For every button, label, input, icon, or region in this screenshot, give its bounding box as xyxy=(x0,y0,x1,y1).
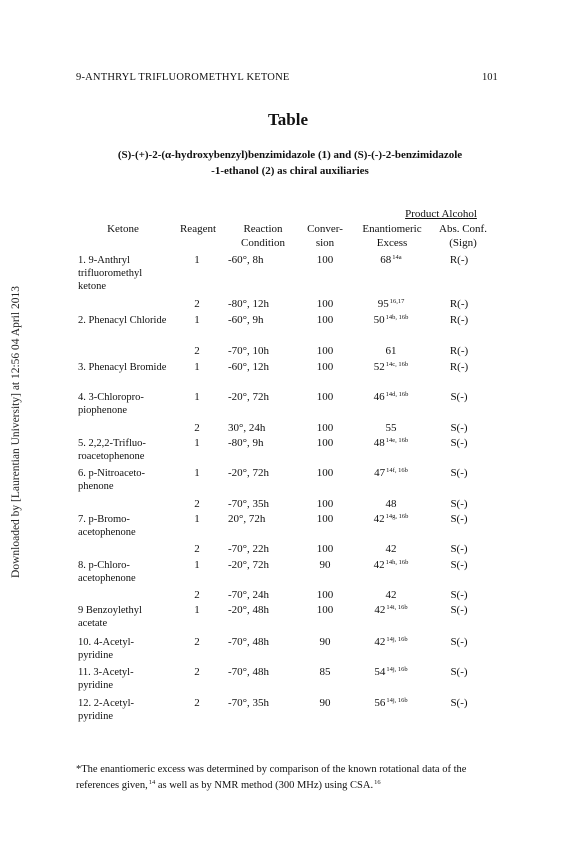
col-header-enantiomeric: Enantiomeric xyxy=(362,223,422,235)
ee-value: 56 xyxy=(374,697,386,709)
footnote-ref-1: 14 xyxy=(148,779,156,786)
cell-conversion: 100 xyxy=(316,467,334,479)
cell-conversion: 100 xyxy=(316,604,334,616)
cell-conversion: 90 xyxy=(319,559,331,571)
cell-enantiomeric-excess xyxy=(360,467,422,480)
cell-conversion: 100 xyxy=(316,298,334,310)
cell-condition: -60°, 12h xyxy=(228,361,270,373)
col-header-ketone: Ketone xyxy=(107,223,139,235)
ee-value: 68 xyxy=(380,254,392,266)
cell-enantiomeric-excess xyxy=(360,589,422,602)
caption-line-2: -1-ethanol (2) as chiral auxiliaries xyxy=(211,165,369,177)
cell-condition: -60°, 8h xyxy=(228,254,264,266)
cell-enantiomeric-excess xyxy=(360,697,422,710)
cell-abs-configuration: S(-) xyxy=(450,697,468,709)
cell-ketone: 8. p-Chloro-acetophenone xyxy=(78,560,136,584)
page-number: 101 xyxy=(482,72,498,83)
cell-ketone: 4. 3-Chloropro-piophenone xyxy=(78,392,144,416)
col-header-reaction: Reaction xyxy=(243,223,283,235)
cell-ketone: 9 Benzoylethyl acetate xyxy=(78,605,142,629)
cell-reagent: 1 xyxy=(194,604,200,616)
ee-value: 61 xyxy=(385,345,397,357)
col-header-sign: (Sign) xyxy=(449,237,477,249)
ee-value: 42 xyxy=(373,513,385,525)
cell-enantiomeric-excess xyxy=(360,391,422,404)
caption-line-1: (S)-(+)-2-(α-hydroxybenzyl)benzimidazole (1) and (S)-(-)-2-benzimidazole xyxy=(117,149,463,161)
col-header-condition: Condition xyxy=(240,237,285,249)
col-header-sion: sion xyxy=(315,237,335,249)
cell-conversion: 100 xyxy=(316,543,334,555)
cell-ketone: 10. 4-Acetyl-pyridine xyxy=(78,637,134,661)
cell-abs-configuration: S(-) xyxy=(450,636,468,648)
cell-abs-configuration: S(-) xyxy=(450,513,468,525)
cell-ketone: 1. 9-Anthryl trifluoromethyl ketone xyxy=(78,255,143,292)
cell-enantiomeric-excess xyxy=(360,437,422,450)
ee-reference: 14e, 16b xyxy=(385,437,409,444)
cell-enantiomeric-excess xyxy=(360,314,422,327)
cell-abs-configuration: S(-) xyxy=(450,589,468,601)
cell-enantiomeric-excess xyxy=(360,298,422,311)
cell-conversion: 100 xyxy=(316,589,334,601)
ee-value: 50 xyxy=(373,314,385,326)
footnote-ref-2: 16 xyxy=(374,779,381,786)
ee-value: 42 xyxy=(374,636,386,648)
cell-enantiomeric-excess xyxy=(360,498,422,511)
cell-abs-configuration: S(-) xyxy=(450,666,468,678)
ee-value: 46 xyxy=(373,391,385,403)
cell-condition: -80°, 9h xyxy=(228,437,264,449)
cell-ketone: 11. 3-Acetyl-pyridine xyxy=(78,667,134,691)
ee-value: 52 xyxy=(373,361,385,373)
cell-ketone: 6. p-Nitroaceto-phenone xyxy=(78,468,146,492)
ee-reference: 14i, 16b xyxy=(386,604,408,611)
cell-enantiomeric-excess xyxy=(360,636,422,649)
ee-reference: 14j, 16b xyxy=(386,666,408,673)
footnote-text-1: *The enantiomeric excess was determined by comparison of the known rotational data of the references given, xyxy=(76,764,467,791)
cell-reagent: 1 xyxy=(194,314,200,326)
product-alcohol-header: Product Alcohol xyxy=(405,208,477,220)
running-head: 9-ANTHRYL TRIFLUOROMETHYL KETONE xyxy=(76,72,290,83)
cell-abs-configuration: R(-) xyxy=(449,254,469,266)
cell-reagent: 1 xyxy=(194,361,200,373)
ee-reference: 14j, 16b xyxy=(386,697,408,704)
cell-condition: -70°, 48h xyxy=(228,666,270,678)
cell-enantiomeric-excess xyxy=(360,345,422,358)
cell-abs-configuration: R(-) xyxy=(449,314,469,326)
cell-conversion: 100 xyxy=(316,437,334,449)
cell-conversion: 100 xyxy=(316,345,334,357)
cell-conversion: 90 xyxy=(319,636,331,648)
cell-condition: -70°, 35h xyxy=(228,697,270,709)
cell-conversion: 100 xyxy=(316,513,334,525)
table-title: Table xyxy=(267,110,308,129)
col-header-reagent: Reagent xyxy=(179,223,217,235)
cell-condition: -70°, 48h xyxy=(228,636,270,648)
cell-reagent: 1 xyxy=(194,437,200,449)
col-header-abs-conf: Abs. Conf. xyxy=(439,223,487,235)
cell-condition: -20°, 72h xyxy=(228,559,270,571)
ee-value: 54 xyxy=(374,666,386,678)
cell-condition: -70°, 10h xyxy=(228,345,270,357)
cell-abs-configuration: S(-) xyxy=(450,422,468,434)
cell-reagent: 2 xyxy=(194,589,200,601)
cell-abs-configuration: S(-) xyxy=(450,543,468,555)
cell-conversion: 100 xyxy=(316,254,334,266)
ee-value: 55 xyxy=(385,422,397,434)
cell-enantiomeric-excess xyxy=(360,254,422,267)
cell-condition: 30°, 24h xyxy=(228,422,266,434)
cell-condition: 20°, 72h xyxy=(228,513,266,525)
cell-reagent: 2 xyxy=(194,636,200,648)
cell-abs-configuration: S(-) xyxy=(450,604,468,616)
cell-conversion: 100 xyxy=(316,498,334,510)
ee-value: 95 xyxy=(377,298,389,310)
footnote xyxy=(76,762,506,794)
cell-enantiomeric-excess xyxy=(360,422,422,435)
ee-reference: 16,17 xyxy=(389,298,405,305)
ee-reference: 14h, 16b xyxy=(385,559,409,566)
cell-enantiomeric-excess xyxy=(360,666,422,679)
cell-abs-configuration: S(-) xyxy=(450,467,468,479)
ee-value: 42 xyxy=(373,559,385,571)
cell-reagent: 2 xyxy=(194,697,200,709)
cell-condition: -70°, 22h xyxy=(228,543,270,555)
ee-value: 47 xyxy=(374,467,386,479)
cell-reagent: 1 xyxy=(194,513,200,525)
cell-reagent: 1 xyxy=(194,559,200,571)
cell-conversion: 100 xyxy=(316,314,334,326)
download-watermark: Downloaded by [Laurentian University] at 12:56 04 April 2013 xyxy=(10,286,22,578)
ee-reference: 14c, 16b xyxy=(385,361,409,368)
cell-enantiomeric-excess xyxy=(360,543,422,556)
ee-value: 48 xyxy=(385,498,397,510)
cell-ketone: 2. Phenacyl Chloride xyxy=(78,315,167,326)
ee-reference: 14f, 16b xyxy=(386,467,408,474)
table-caption xyxy=(60,147,520,179)
ee-reference: 14j, 16b xyxy=(386,636,408,643)
cell-abs-configuration: R(-) xyxy=(449,298,469,310)
cell-ketone: 7. p-Bromo-acetophenone xyxy=(78,514,136,538)
col-header-excess: Excess xyxy=(376,237,408,249)
cell-condition: -80°, 12h xyxy=(228,298,270,310)
ee-value: 42 xyxy=(385,543,397,555)
cell-ketone: 5. 2,2,2-Trifluo-roacetophenone xyxy=(78,438,146,462)
cell-conversion: 85 xyxy=(319,666,331,678)
cell-reagent: 2 xyxy=(194,498,200,510)
cell-abs-configuration: S(-) xyxy=(450,391,468,403)
cell-abs-configuration: R(-) xyxy=(449,361,469,373)
cell-reagent: 2 xyxy=(194,298,200,310)
footnote-text-2: as well as by NMR method (300 MHz) using CSA. xyxy=(155,780,374,791)
cell-condition: -70°, 35h xyxy=(228,498,270,510)
cell-reagent: 2 xyxy=(194,422,200,434)
cell-enantiomeric-excess xyxy=(360,513,422,526)
cell-condition: -20°, 72h xyxy=(228,391,270,403)
cell-condition: -70°, 24h xyxy=(228,589,270,601)
cell-condition: -20°, 48h xyxy=(228,604,270,616)
cell-enantiomeric-excess xyxy=(360,361,422,374)
cell-reagent: 1 xyxy=(194,391,200,403)
cell-conversion: 100 xyxy=(316,391,334,403)
ee-value: 48 xyxy=(373,437,385,449)
cell-conversion: 100 xyxy=(316,361,334,373)
ee-reference: 14g, 16b xyxy=(385,513,409,520)
cell-reagent: 2 xyxy=(194,666,200,678)
cell-enantiomeric-excess xyxy=(360,559,422,572)
cell-reagent: 2 xyxy=(194,345,200,357)
cell-conversion: 100 xyxy=(316,422,334,434)
ee-reference: 14b, 16b xyxy=(385,314,409,321)
cell-enantiomeric-excess xyxy=(360,604,422,617)
col-header-conversion: Conver- xyxy=(307,223,343,235)
ee-value: 42 xyxy=(374,604,386,616)
cell-reagent: 2 xyxy=(194,543,200,555)
cell-abs-configuration: S(-) xyxy=(450,437,468,449)
cell-condition: -20°, 72h xyxy=(228,467,270,479)
ee-reference: 14d, 16b xyxy=(385,391,409,398)
cell-abs-configuration: S(-) xyxy=(450,559,468,571)
ee-reference: 14a xyxy=(392,254,402,261)
cell-abs-configuration: R(-) xyxy=(449,345,469,357)
cell-condition: -60°, 9h xyxy=(228,314,264,326)
cell-ketone: 12. 2-Acetyl-pyridine xyxy=(78,698,134,722)
ee-value: 42 xyxy=(385,589,397,601)
cell-ketone: 3. Phenacyl Bromide xyxy=(78,362,167,373)
cell-reagent: 1 xyxy=(194,254,200,266)
cell-abs-configuration: S(-) xyxy=(450,498,468,510)
cell-conversion: 90 xyxy=(319,697,331,709)
cell-reagent: 1 xyxy=(194,467,200,479)
